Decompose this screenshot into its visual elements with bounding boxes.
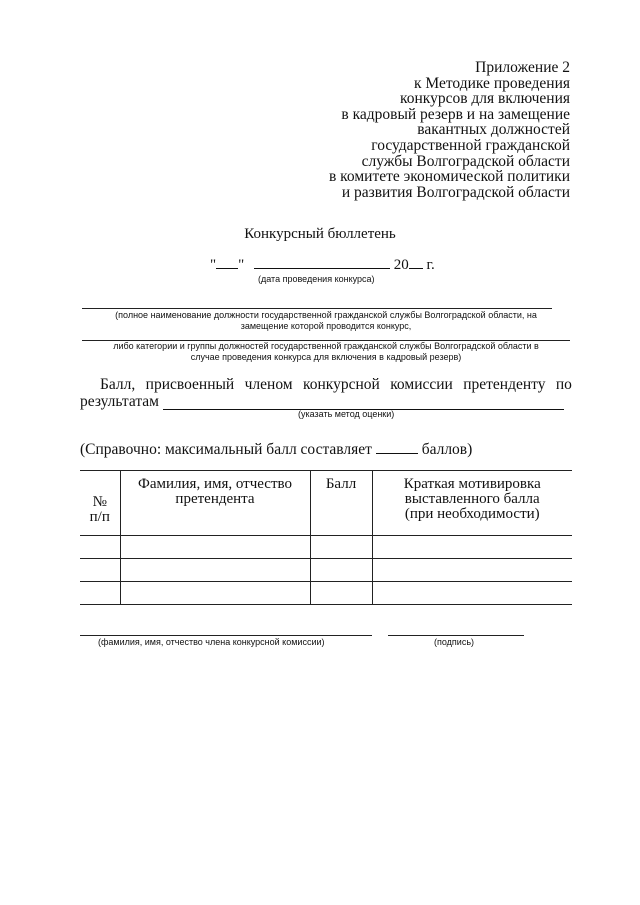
appendix-line: Приложение 2 [475,59,570,76]
score-line-1 [80,376,572,393]
reference-prefix: (Справочно: максимальный балл составляет [80,441,372,458]
signature-line [388,635,524,636]
category-caption-line: случае проведения конкурса для включения в кадровый резерв) [190,352,462,362]
col-header-motivation: Краткая мотивировка выставленного балла (при необходимости) [372,471,572,536]
appendix-line: к Методике проведения [414,74,570,92]
appendix-line: в комитете экономической политики [328,168,570,186]
score-word: претенденту [463,376,546,393]
document-title: Конкурсный бюллетень [244,226,396,242]
appendix-line: в кадровый резерв и на замещение [341,105,570,123]
table-cell [80,582,120,605]
day-blank [216,256,238,269]
year-suffix: г. [426,257,435,273]
table-row [80,582,572,605]
reference-line [80,441,472,459]
table-cell [310,536,372,559]
table-row [80,559,572,582]
position-line [82,308,552,309]
table-header-row [80,471,572,536]
quote-close: " [238,257,245,273]
position-caption-line: замещение которой проводится конкурс, [240,321,412,331]
sign-caption: (подпись) [434,637,475,647]
score-statement [80,376,572,410]
score-word: конкурсной [302,376,380,393]
category-caption [70,341,582,363]
col-header-number: № п/п [80,471,120,536]
appendix-line: государственной гражданской [371,136,570,154]
month-blank [254,256,390,269]
date-line [210,256,435,274]
date-caption: (дата проведения конкурса) [258,274,375,284]
score-word: комиссии [390,376,453,393]
col-header-score: Балл [310,471,372,536]
table-cell [120,582,310,605]
table-row [80,536,572,559]
name-signature-line [80,635,372,636]
max-score-blank [376,441,418,454]
table-cell [310,582,372,605]
appendix-line: службы Волгоградской области [361,152,570,170]
table-cell [372,582,572,605]
score-word: членом [244,376,293,393]
position-caption-line: (полное наименование должности государственной гражданской службы Волгоградской области, на [115,310,537,320]
quote-open: " [210,257,217,273]
name-caption: (фамилия, имя, отчество члена конкурсной комиссии) [98,637,325,647]
score-word: присвоенный [145,376,235,393]
year-blank [409,256,423,269]
scores-table [80,470,572,605]
appendix-line: и развития Волгоградской области [341,183,570,201]
position-caption [70,310,582,332]
appendix-line: вакантных должностей [417,121,570,139]
method-caption: (указать метод оценки) [298,409,395,419]
year-prefix: 20 [393,257,409,273]
table-cell [80,559,120,582]
table-cell [120,559,310,582]
appendix-line: конкурсов для включения [399,90,570,108]
col-header-name: Фамилия, имя, отчество претендента [120,471,310,536]
table-cell [80,536,120,559]
table-cell [310,559,372,582]
table-cell [372,536,572,559]
appendix-header [250,60,570,200]
category-caption-line: либо категории и группы должностей государственной гражданской службы Волгоградской области в [113,341,539,351]
table-cell [120,536,310,559]
score-line-2 [80,393,572,410]
score-word: Балл, [100,376,136,393]
reference-suffix: баллов) [421,441,473,458]
score-word: по [555,376,572,393]
table-cell [372,559,572,582]
score-results-label: результатам [80,393,159,410]
